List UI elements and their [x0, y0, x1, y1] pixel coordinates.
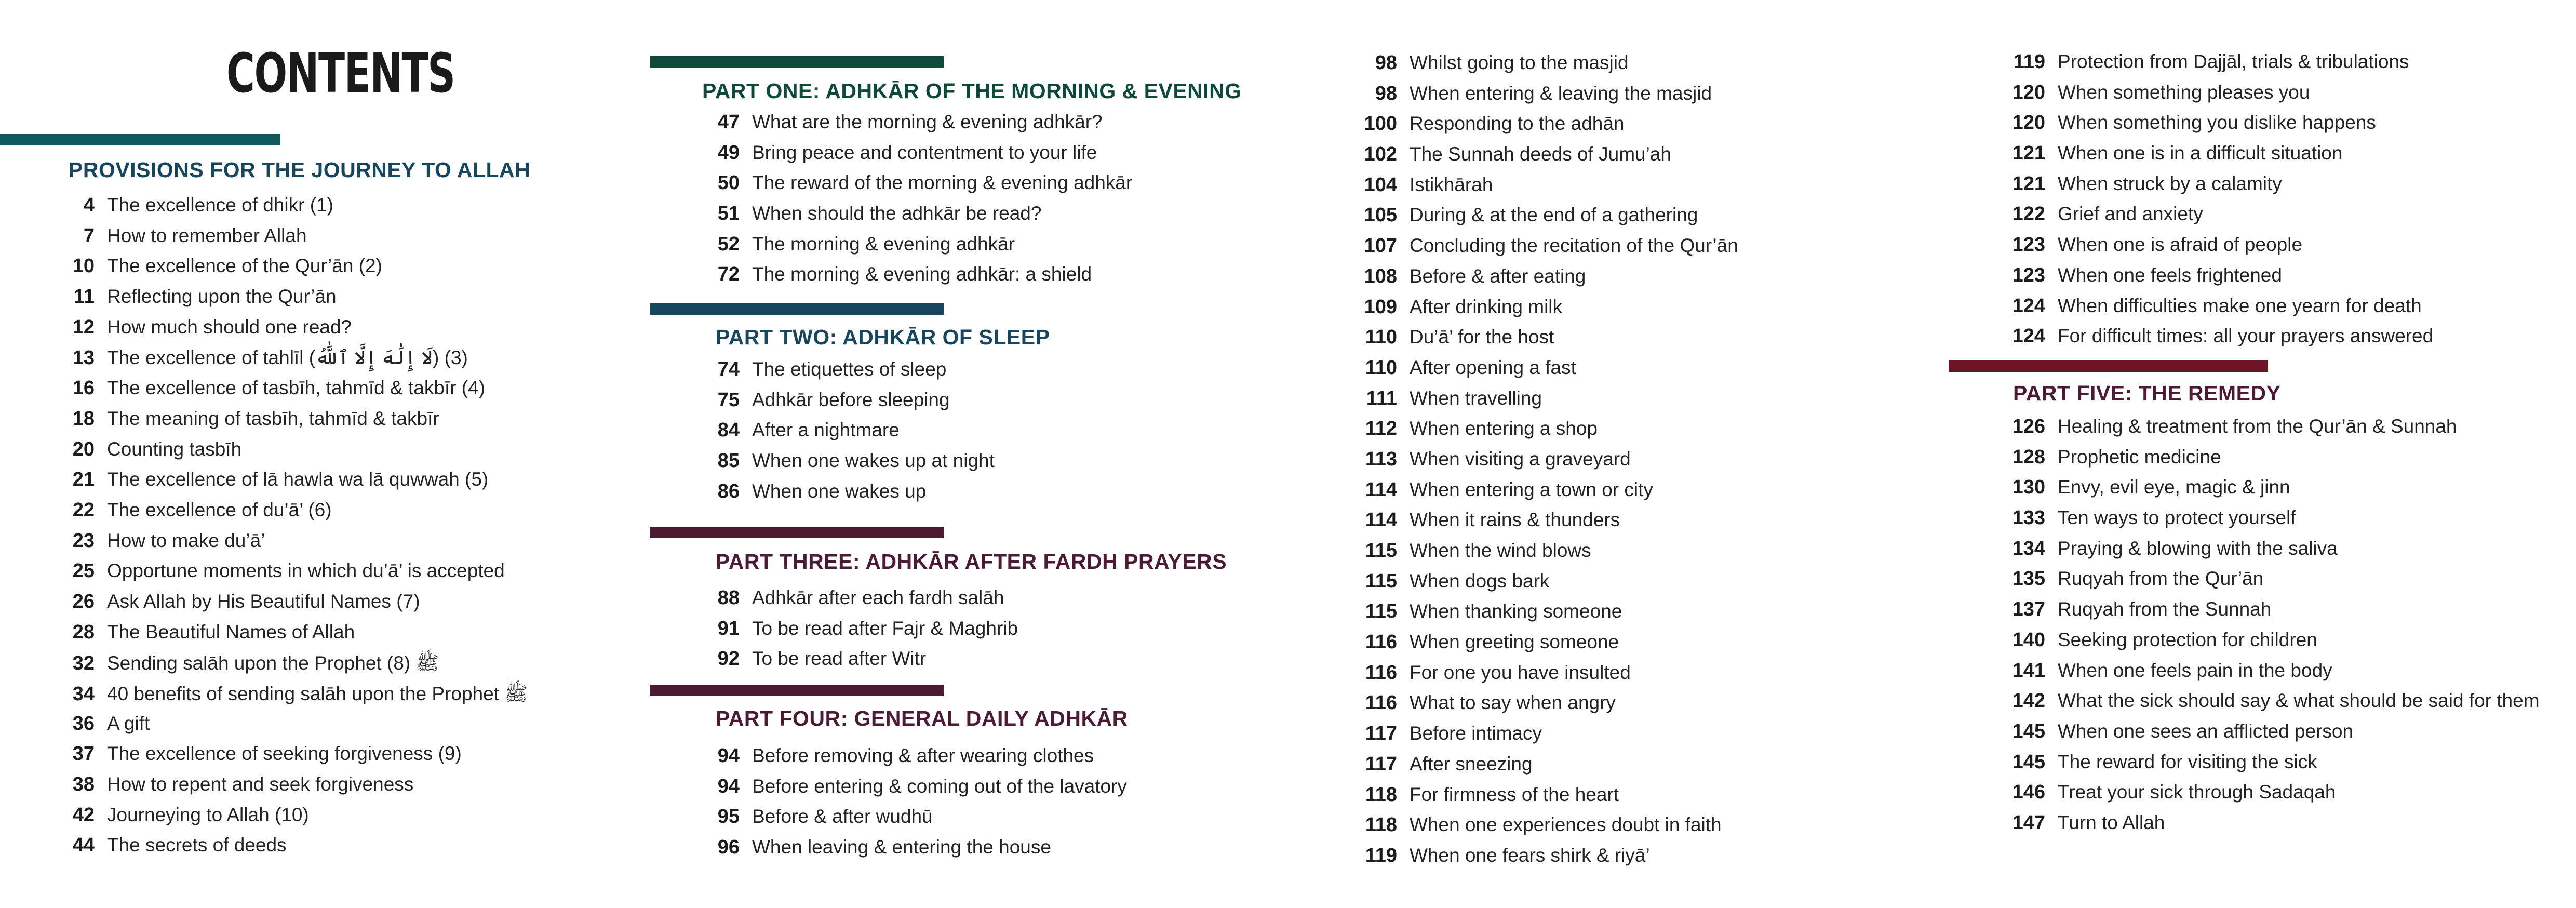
- page-number: 145: [2012, 751, 2045, 773]
- entry-title: How to repent and seek forgiveness: [107, 773, 414, 795]
- toc-entry: [1998, 720, 2576, 751]
- entry-title: When something pleases you: [2058, 81, 2310, 103]
- entry-title: What to say when angry: [1410, 692, 1616, 714]
- page-number: 95: [717, 806, 740, 828]
- entry-title: When it rains & thunders: [1410, 509, 1620, 531]
- toc-entry: [1998, 234, 2576, 264]
- entry-title: Du’ā’ for the host: [1410, 326, 1554, 348]
- entry-title: When should the adhkār be read?: [752, 203, 1042, 224]
- page-number: 98: [1375, 52, 1397, 74]
- page-number: 134: [2012, 537, 2045, 559]
- page-number: 52: [717, 233, 740, 255]
- entry-title: Sending salāh upon the Prophet ﷺ (8): [107, 652, 439, 674]
- page-number: 124: [2012, 295, 2045, 317]
- toc-entry: [1998, 203, 2576, 234]
- page-number: 119: [1365, 844, 1397, 866]
- page-number: 145: [2012, 720, 2045, 742]
- page-number: 110: [1365, 356, 1397, 379]
- entry-title: Concluding the recitation of the Qur’ān: [1410, 235, 1738, 257]
- page-number: 104: [1364, 173, 1397, 196]
- page-number: 26: [72, 590, 95, 612]
- toc-entry: [1350, 845, 2129, 875]
- page-number: 11: [73, 286, 95, 308]
- page-number: 86: [717, 480, 740, 502]
- page-number: 112: [1365, 418, 1397, 440]
- entry-title: The excellence of du’ā’ (6): [107, 499, 332, 520]
- entry-title: Adhkār before sleeping: [752, 389, 950, 410]
- page-number: 115: [1365, 570, 1397, 592]
- page-number: 74: [717, 358, 740, 380]
- entry-title: Healing & treatment from the Qur’ān & Sunnah: [2058, 416, 2457, 437]
- entry-title: The excellence of tasbīh, tahmīd & takbīr (4): [107, 377, 486, 399]
- page-number: 135: [2012, 568, 2045, 590]
- section-bar: [650, 303, 944, 315]
- toc-entry: [1998, 416, 2576, 446]
- entry-title: How to make du’ā’: [107, 529, 265, 551]
- entry-title: When leaving & entering the house: [752, 836, 1051, 858]
- section-heading-part-five: PART FIVE: THE REMEDY: [2013, 381, 2281, 405]
- page-number: 42: [72, 804, 95, 826]
- page-number: 18: [72, 407, 95, 430]
- entry-title: The Sunnah deeds of Jumu’ah: [1410, 143, 1671, 165]
- section-heading-part-four: PART FOUR: GENERAL DAILY ADHKĀR: [716, 706, 1128, 730]
- page-number: 116: [1365, 631, 1397, 653]
- entry-title: After drinking milk: [1410, 296, 1563, 317]
- entry-title: After a nightmare: [752, 419, 900, 441]
- entry-title: When greeting someone: [1410, 631, 1619, 653]
- entry-title: When dogs bark: [1410, 570, 1550, 592]
- toc-entry: [1998, 507, 2576, 538]
- entry-title: The etiquettes of sleep: [752, 358, 947, 380]
- page-number: 34: [72, 683, 95, 705]
- entry-title: Responding to the adhān: [1410, 113, 1625, 135]
- entry-title: The excellence of the Qur’ān (2): [107, 255, 382, 277]
- page-title: CONTENTS: [226, 42, 455, 105]
- page-number: 37: [72, 743, 95, 765]
- page-number: 123: [2012, 234, 2045, 256]
- entry-title: Adhkār after each fardh salāh: [752, 587, 1004, 608]
- entry-title: Before & after eating: [1410, 265, 1586, 287]
- page-number: 130: [2012, 476, 2045, 499]
- toc-entry: [1998, 598, 2576, 629]
- entry-title: When one wakes up at night: [752, 450, 995, 472]
- section-heading-part-three: PART THREE: ADHKĀR AFTER FARDH PRAYERS: [716, 550, 1227, 573]
- page-number: 75: [717, 389, 740, 411]
- page-number: 123: [2012, 264, 2045, 286]
- entry-title: After opening a fast: [1410, 356, 1576, 378]
- toc-list-part-five: [1998, 416, 2576, 843]
- page-number: 110: [1365, 326, 1397, 349]
- page-number: 105: [1364, 204, 1397, 226]
- entry-title: When the wind blows: [1410, 540, 1591, 561]
- entry-title: Prophetic medicine: [2058, 446, 2221, 468]
- section-bar: [0, 134, 280, 145]
- entry-title: Before & after wudhū: [752, 806, 933, 827]
- page-number: 94: [717, 745, 740, 767]
- entry-title: Before entering & coming out of the lavatory: [752, 775, 1127, 797]
- entry-title: Whilst going to the masjid: [1410, 52, 1629, 73]
- entry-title: When something you dislike happens: [2058, 112, 2376, 133]
- entry-title: When struck by a calamity: [2058, 172, 2282, 194]
- page-number: 141: [2012, 659, 2045, 682]
- page-number: 117: [1365, 723, 1397, 745]
- page-number: 126: [2012, 416, 2045, 437]
- entry-title: What are the morning & evening adhkār?: [752, 111, 1103, 132]
- entry-title: When entering & leaving the masjid: [1410, 82, 1712, 104]
- page-number: 128: [2012, 446, 2045, 468]
- section-bar: [1949, 360, 2268, 372]
- page-number: 124: [2012, 325, 2045, 348]
- page-number: 109: [1364, 296, 1397, 318]
- page-number: 102: [1364, 143, 1397, 166]
- page-number: 47: [717, 111, 740, 133]
- entry-title: The morning & evening adhkār: [752, 233, 1015, 255]
- entry-title: For firmness of the heart: [1410, 783, 1619, 805]
- entry-title: When one fears shirk & riyā’: [1410, 844, 1650, 866]
- page-number: 23: [72, 529, 95, 552]
- page-number: 51: [717, 203, 740, 225]
- page-number: 91: [717, 617, 740, 639]
- page-number: 84: [717, 419, 740, 442]
- toc-entry: [1998, 629, 2576, 660]
- page-number: 32: [72, 652, 95, 675]
- page-number: 111: [1366, 387, 1397, 409]
- page-number: 121: [2012, 172, 2045, 195]
- entry-title: To be read after Fajr & Maghrib: [752, 617, 1018, 639]
- toc-entry: [1998, 446, 2576, 477]
- entry-title: Praying & blowing with the saliva: [2058, 537, 2338, 559]
- entry-title: Turn to Allah: [2058, 811, 2165, 833]
- page-number: 146: [2012, 781, 2045, 804]
- page-number: 120: [2012, 81, 2045, 103]
- page-number: 13: [72, 347, 95, 369]
- entry-title: 40 benefits of sending salāh upon the Prophet ﷺ: [107, 683, 528, 704]
- entry-title: When one is afraid of people: [2058, 234, 2303, 256]
- entry-title: The excellence of tahlīl (لَا إِلَٰهَ إِلَّا ٱللَّٰهُ) (3): [107, 347, 468, 369]
- toc-entry: [1998, 812, 2576, 843]
- page-number: 114: [1365, 478, 1397, 501]
- entry-title: The morning & evening adhkār: a shield: [752, 263, 1092, 285]
- toc-entry: [1998, 112, 2576, 142]
- page-number: 96: [717, 836, 740, 859]
- entry-title: Bring peace and contentment to your life: [752, 141, 1097, 163]
- page-number: 116: [1365, 661, 1397, 684]
- entry-title: When one sees an afflicted person: [2058, 720, 2354, 742]
- page-number: 92: [717, 648, 740, 670]
- toc-entry: [1998, 264, 2576, 295]
- page-number: 28: [72, 621, 95, 643]
- entry-title: The excellence of seeking forgiveness (9): [107, 743, 462, 765]
- toc-entry: [1998, 538, 2576, 568]
- page-number: 119: [2013, 51, 2045, 73]
- entry-title: Grief and anxiety: [2058, 203, 2203, 225]
- page-number: 4: [83, 194, 95, 216]
- page-number: 85: [717, 450, 740, 472]
- page-number: 107: [1364, 235, 1397, 257]
- section-heading-part-two: PART TWO: ADHKĀR OF SLEEP: [716, 325, 1050, 349]
- page-number: 21: [72, 469, 95, 491]
- page-number: 115: [1365, 600, 1397, 623]
- entry-title: A gift: [107, 712, 150, 734]
- toc-entry: [1998, 690, 2576, 720]
- entry-title: When one is in a difficult situation: [2058, 142, 2343, 164]
- page-number: 25: [72, 560, 95, 582]
- toc-entry: [1998, 142, 2576, 173]
- page-number: 108: [1364, 265, 1397, 287]
- page-number: 98: [1375, 82, 1397, 104]
- entry-title: Opportune moments in which du’ā’ is accepted: [107, 560, 505, 582]
- page-number: 117: [1365, 753, 1397, 775]
- page-number: 94: [717, 775, 740, 797]
- toc-entry: [1350, 388, 2129, 418]
- page-number: 10: [72, 255, 95, 277]
- entry-title: The reward for visiting the sick: [2058, 751, 2317, 772]
- entry-title: Ruqyah from the Sunnah: [2058, 598, 2272, 620]
- toc-entry: [1998, 295, 2576, 326]
- entry-title: Ask Allah by His Beautiful Names (7): [107, 590, 420, 612]
- entry-title: Before removing & after wearing clothes: [752, 745, 1094, 766]
- entry-title: The secrets of deeds: [107, 834, 287, 856]
- entry-title: How to remember Allah: [107, 224, 307, 246]
- toc-entry: [1998, 751, 2576, 782]
- entry-title: Seeking protection for children: [2058, 629, 2317, 650]
- section-bar: [650, 56, 944, 68]
- page-number: 7: [83, 224, 95, 247]
- entry-title: The meaning of tasbīh, tahmīd & takbīr: [107, 407, 439, 429]
- entry-title: Journeying to Allah (10): [107, 804, 309, 825]
- entry-title: How much should one read?: [107, 316, 352, 338]
- entry-title: What the sick should say & what should be said for them: [2058, 690, 2540, 712]
- page-number: 88: [717, 587, 740, 609]
- entry-title: Counting tasbīh: [107, 438, 242, 460]
- entry-title: When difficulties make one yearn for death: [2058, 295, 2422, 316]
- entry-title: The excellence of dhikr (1): [107, 194, 333, 216]
- entry-title: The reward of the morning & evening adhkār: [752, 172, 1133, 194]
- page-number: 120: [2012, 112, 2045, 134]
- toc-entry: [1998, 325, 2576, 356]
- entry-title: After sneezing: [1410, 753, 1533, 775]
- entry-title: For one you have insulted: [1410, 661, 1631, 683]
- page-number: 122: [2012, 203, 2045, 225]
- section-bar: [650, 685, 944, 696]
- entry-title: When thanking someone: [1410, 600, 1622, 622]
- entry-title: Istikhārah: [1410, 173, 1493, 195]
- page-number: 133: [2012, 507, 2045, 529]
- page-number: 114: [1365, 509, 1397, 531]
- toc-entry: [1998, 781, 2576, 812]
- page-number: 137: [2012, 598, 2045, 621]
- entry-title: The Beautiful Names of Allah: [107, 621, 355, 643]
- entry-title: When entering a shop: [1410, 418, 1598, 439]
- entry-title: Ten ways to protect yourself: [2058, 507, 2296, 529]
- page-number: 118: [1365, 814, 1397, 836]
- page-number: 49: [717, 141, 740, 164]
- section-heading-provisions: PROVISIONS FOR THE JOURNEY TO ALLAH: [69, 158, 531, 182]
- entry-title: When one feels frightened: [2058, 264, 2282, 286]
- page-number: 140: [2012, 629, 2045, 651]
- page-number: 36: [72, 712, 95, 735]
- page-number: 38: [72, 773, 95, 796]
- page-number: 147: [2012, 811, 2045, 834]
- entry-title: Treat your sick through Sadaqah: [2058, 781, 2336, 803]
- toc-entry: [1998, 51, 2576, 82]
- entry-title: When visiting a graveyard: [1410, 448, 1631, 470]
- toc-entry: [1998, 476, 2576, 507]
- page-number: 118: [1365, 783, 1397, 806]
- toc-entry: [1998, 173, 2576, 204]
- toc-entry: [1998, 568, 2576, 598]
- toc-entry: [1998, 82, 2576, 112]
- page-number: 113: [1365, 448, 1397, 470]
- page-number: 12: [72, 316, 95, 338]
- entry-title: When travelling: [1410, 387, 1542, 409]
- entry-title: Protection from Dajjāl, trials & tribulations: [2058, 51, 2409, 72]
- page-number: 72: [717, 263, 740, 286]
- entry-title: To be read after Witr: [752, 648, 927, 670]
- page-number: 116: [1365, 692, 1397, 714]
- entry-title: Ruqyah from the Qur’ān: [2058, 568, 2264, 590]
- toc-entry: [1998, 660, 2576, 690]
- entry-title: When one wakes up: [752, 480, 927, 502]
- section-bar: [650, 527, 944, 538]
- entry-title: When one feels pain in the body: [2058, 659, 2332, 681]
- toc-list-part-four-continued-2: [1998, 51, 2576, 356]
- entry-title: During & at the end of a gathering: [1410, 204, 1698, 226]
- entry-title: Envy, evil eye, magic & jinn: [2058, 476, 2290, 498]
- page-number: 16: [72, 377, 95, 399]
- entry-title: The excellence of lā hawla wa lā quwwah (5): [107, 469, 489, 490]
- page-number: 142: [2012, 690, 2045, 712]
- page-number: 44: [72, 834, 95, 857]
- section-heading-part-one: PART ONE: ADHKĀR OF THE MORNING & EVENING: [702, 79, 1242, 103]
- page-number: 50: [717, 172, 740, 194]
- page-number: 121: [2012, 142, 2045, 165]
- entry-title: When entering a town or city: [1410, 478, 1653, 500]
- page-number: 22: [72, 499, 95, 521]
- page-number: 20: [72, 438, 95, 460]
- entry-title: When one experiences doubt in faith: [1410, 814, 1722, 836]
- entry-title: Reflecting upon the Qur’ān: [107, 286, 337, 308]
- page-number: 100: [1364, 113, 1397, 135]
- page-number: 115: [1365, 540, 1397, 562]
- entry-title: For difficult times: all your prayers answered: [2058, 325, 2434, 347]
- entry-title: Before intimacy: [1410, 723, 1542, 744]
